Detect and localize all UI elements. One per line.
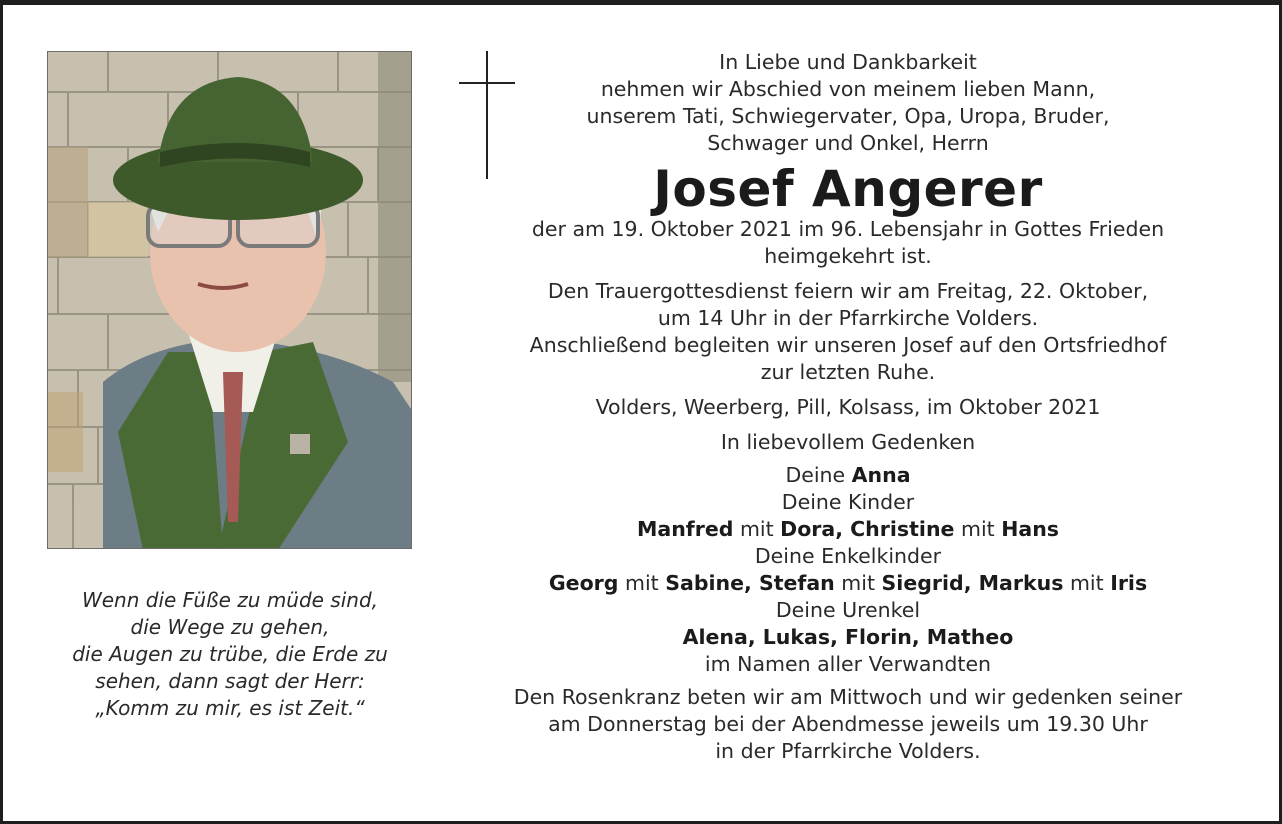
poem-line: Wenn die Füße zu müde sind, — [81, 588, 379, 612]
rosary-line: am Donnerstag bei der Abendmesse jeweils um 19.30 Uhr — [548, 712, 1148, 736]
intro-line: unserem Tati, Schwiegervater, Opa, Uropa, Bruder, — [586, 104, 1110, 128]
relatives-line: im Namen aller Verwandten — [704, 652, 992, 676]
intro-line: nehmen wir Abschied von meinem lieben Mann, — [600, 77, 1096, 101]
service-line: um 14 Uhr in der Pfarrkirche Volders. — [657, 306, 1039, 330]
place-date: Volders, Weerberg, Pill, Kolsass, im Oktober 2021 — [595, 395, 1101, 419]
connector: mit — [739, 517, 774, 541]
connector: mit — [624, 571, 659, 595]
children-heading: Deine Kinder — [781, 490, 915, 514]
intro-line: In Liebe und Dankbarkeit — [719, 50, 977, 74]
connector: mit — [841, 571, 875, 595]
deceased-name: Josef Angerer — [653, 160, 1043, 218]
grandchildren-line — [453, 570, 1243, 597]
great-grandchildren-line — [453, 624, 1243, 651]
memorial-heading: In liebevollem Gedenken — [720, 430, 976, 454]
connector: mit — [1069, 571, 1104, 595]
intro-line: Schwager und Onkel, Herrn — [707, 131, 989, 155]
great-grandchildren-heading: Deine Urenkel — [775, 598, 921, 622]
portrait-photo — [47, 51, 412, 549]
portrait-illustration — [48, 52, 412, 549]
family-name: Alena, Lukas, Florin, Matheo — [682, 625, 1014, 649]
family-name: Hans — [1001, 517, 1060, 541]
obituary-text — [453, 49, 1243, 765]
wife-line — [453, 462, 1243, 489]
children-line — [453, 516, 1243, 543]
family-name: Georg — [548, 571, 619, 595]
poem-line: die Augen zu trübe, die Erde zu — [72, 642, 388, 666]
service-line: Den Trauergottesdienst feiern wir am Freitag, 22. Oktober, — [547, 279, 1149, 303]
wife-prefix: Deine — [785, 463, 846, 487]
death-notice-line: heimgekehrt ist. — [764, 244, 932, 268]
poem — [47, 587, 413, 722]
service-line: zur letzten Ruhe. — [760, 360, 936, 384]
poem-line: sehen, dann sagt der Herr: — [95, 669, 365, 693]
poem-line: „Komm zu mir, es ist Zeit.“ — [95, 696, 365, 720]
death-notice-line: der am 19. Oktober 2021 im 96. Lebensjahr in Gottes Frieden — [531, 217, 1165, 241]
connector: mit — [960, 517, 995, 541]
service-line: Anschließend begleiten wir unseren Josef auf den Ortsfriedhof — [529, 333, 1167, 357]
poem-line: die Wege zu gehen, — [130, 615, 330, 639]
family-name: Dora, Christine — [780, 517, 955, 541]
rosary-line: in der Pfarrkirche Volders. — [715, 739, 981, 763]
wife-name: Anna — [851, 463, 911, 487]
family-name: Sabine, Stefan — [665, 571, 835, 595]
family-name: Iris — [1110, 571, 1148, 595]
grandchildren-heading: Deine Enkelkinder — [754, 544, 942, 568]
family-name: Manfred — [636, 517, 734, 541]
rosary-line: Den Rosenkranz beten wir am Mittwoch und wir gedenken seiner — [513, 685, 1183, 709]
family-name: Siegrid, Markus — [881, 571, 1064, 595]
